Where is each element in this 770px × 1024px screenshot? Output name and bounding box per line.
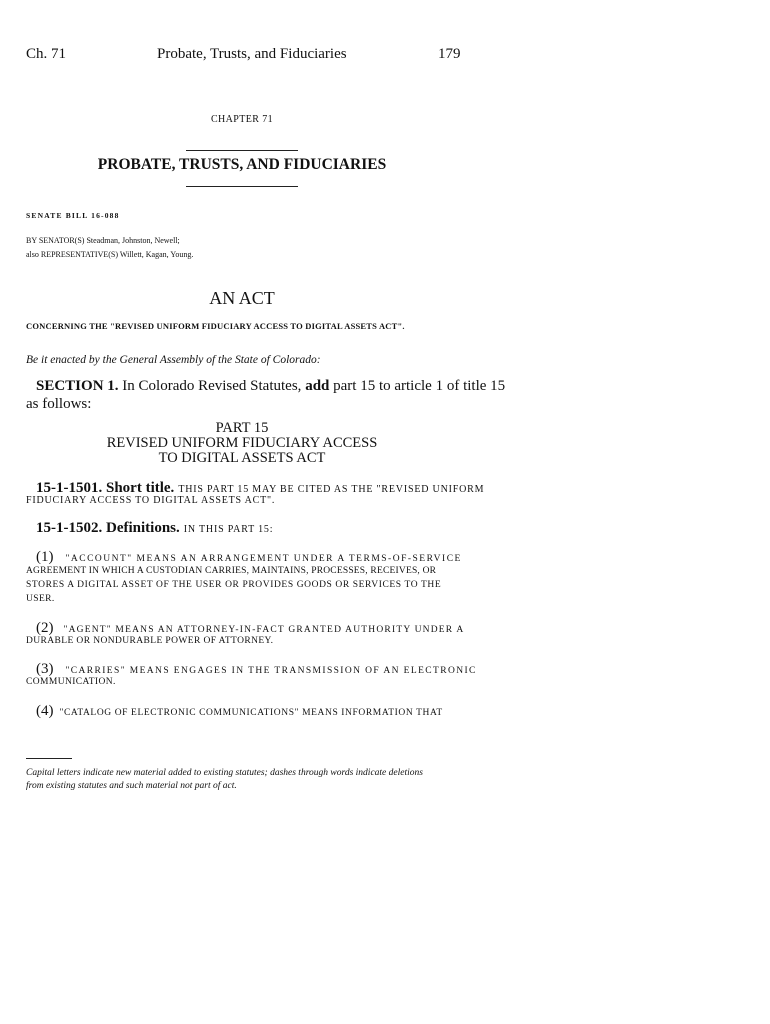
section-1502-heading: 15-1-1502. Definitions.	[36, 520, 180, 536]
definition-3-line-1: "CARRIES" MEANS ENGAGES IN THE TRANSMISSION OF AN ELECTRONIC	[65, 666, 477, 676]
definition-4-number: (4)	[36, 703, 54, 719]
definition-3-number: (3)	[36, 661, 54, 677]
enacting-clause: Be it enacted by the General Assembly of the State of Colorado:	[26, 354, 321, 366]
page-number: 179	[438, 46, 461, 62]
definition-1-number: (1)	[36, 549, 54, 565]
chapter-title: PROBATE, TRUSTS, AND FIDUCIARIES	[97, 156, 387, 173]
house-sponsors: also REPRESENTATIVE(S) Willett, Kagan, Young.	[26, 250, 194, 259]
footnote-rule	[26, 758, 72, 759]
part-title-line-1: REVISED UNIFORM FIDUCIARY ACCESS	[106, 435, 378, 451]
definition-2-number: (2)	[36, 620, 54, 636]
section-1501-text-2: FIDUCIARY ACCESS TO DIGITAL ASSETS ACT".	[26, 495, 276, 506]
section-1-add: add	[305, 378, 330, 394]
definition-1	[36, 548, 462, 566]
section-1-line	[36, 378, 505, 395]
part-title-line-2: TO DIGITAL ASSETS ACT	[158, 450, 326, 466]
section-1502-text: IN THIS PART 15:	[183, 524, 274, 535]
chapter-label: CHAPTER 71	[210, 114, 274, 125]
definition-2-line-1: "AGENT" MEANS AN ATTORNEY-IN-FACT GRANTED AUTHORITY UNDER A	[63, 625, 465, 635]
definition-3	[36, 660, 477, 678]
running-header-title: Probate, Trusts, and Fiduciaries	[157, 46, 347, 62]
section-1501-text-1: THIS PART 15 MAY BE CITED AS THE "REVISED UNIFORM	[178, 484, 485, 495]
definition-2-line-2: DURABLE OR NONDURABLE POWER OF ATTORNEY.	[26, 636, 274, 646]
section-1501-heading: 15-1-1501. Short title.	[36, 480, 175, 496]
definition-1-line-1: "ACCOUNT" MEANS AN ARRANGEMENT UNDER A TERMS-OF-SERVICE	[65, 554, 462, 564]
definition-1-line-4: USER.	[26, 594, 55, 604]
section-1-label: SECTION 1.	[36, 378, 119, 394]
part-number: PART 15	[215, 420, 269, 436]
definition-4-line-1: "CATALOG OF ELECTRONIC COMMUNICATIONS" MEANS INFORMATION THAT	[59, 708, 443, 718]
part-heading	[26, 421, 458, 466]
running-header-chapter: Ch. 71	[26, 46, 67, 62]
section-1502	[36, 519, 273, 537]
definition-1-line-2: AGREEMENT IN WHICH A CUSTODIAN CARRIES, MAINTAINS, PROCESSES, RECEIVES, OR	[26, 566, 437, 576]
act-heading: AN ACT	[209, 288, 275, 308]
section-1-text-b: part 15 to article 1 of title 15	[333, 378, 506, 394]
bill-number: SENATE BILL 16-088	[26, 211, 120, 220]
footnote	[26, 767, 423, 793]
footnote-line-2: from existing statutes and such material not part of act.	[26, 781, 237, 791]
definition-3-line-2: COMMUNICATION.	[26, 677, 116, 687]
divider-top	[186, 150, 298, 151]
definition-4	[36, 702, 443, 720]
definition-2	[36, 619, 464, 637]
footnote-line-1: Capital letters indicate new material added to existing statutes; dashes through words indicate deletions	[26, 768, 423, 778]
act-concerning: CONCERNING THE "REVISED UNIFORM FIDUCIARY ACCESS TO DIGITAL ASSETS ACT".	[26, 321, 405, 331]
divider-bottom	[186, 186, 298, 187]
section-1-continuation: as follows:	[26, 396, 92, 412]
senate-sponsors: BY SENATOR(S) Steadman, Johnston, Newell;	[26, 236, 180, 245]
definition-1-line-3: STORES A DIGITAL ASSET OF THE USER OR PROVIDES GOODS OR SERVICES TO THE	[26, 580, 442, 590]
section-1-text-a: In Colorado Revised Statutes,	[122, 378, 302, 394]
